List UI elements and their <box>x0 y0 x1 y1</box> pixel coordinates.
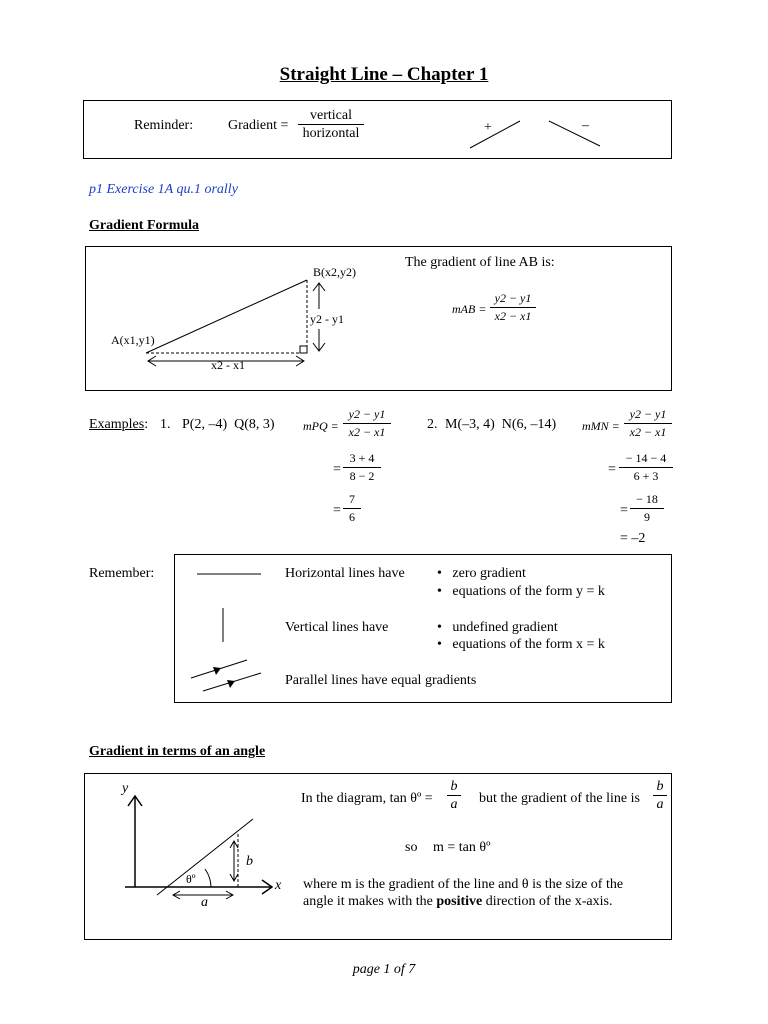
example-1-step-1-num: 3 + 4 <box>343 451 381 468</box>
where-line-2: angle it makes with the positive direction of the x-axis. <box>303 894 613 909</box>
angle-box <box>84 773 672 940</box>
example-2-step-1-num: − 14 − 4 <box>619 451 673 468</box>
formula-numerator: y2 − y1 <box>490 291 536 308</box>
a-label: a <box>201 895 208 910</box>
example-1-step-1 <box>343 451 381 484</box>
horizontal-bullet-1: • zero gradient <box>437 566 526 581</box>
example-1-step-2 <box>343 492 361 525</box>
horizontal-lines-text: Horizontal lines have <box>285 566 405 581</box>
example-2-step-1 <box>619 451 673 484</box>
gradient-fraction <box>653 779 667 812</box>
angle-section-heading: Gradient in terms of an angle <box>89 744 266 759</box>
tan-fraction-den: a <box>450 797 458 812</box>
example-2-step-2-num: − 18 <box>630 492 664 509</box>
gradient-triangle-diagram <box>86 247 673 392</box>
example-2-result: = –2 <box>620 531 646 546</box>
reminder-denominator: horizontal <box>302 126 360 141</box>
negative-sign: – <box>582 118 589 133</box>
examples-label-text: Examples <box>89 417 145 432</box>
example-2-formula-den: x2 − x1 <box>629 425 667 439</box>
example-2-step-2-den: 9 <box>644 510 650 524</box>
example-2-step-1-den: 6 + 3 <box>633 469 659 483</box>
m-ab-label: mAB = <box>452 302 487 316</box>
example-1-number: 1. <box>160 417 171 432</box>
horizontal-bullet-2: • equations of the form y = k <box>437 584 605 599</box>
gradient-fraction-den: a <box>656 797 664 812</box>
example-2-m-label: mMN = <box>582 419 620 433</box>
remember-label: Remember: <box>89 566 155 581</box>
example-2-eq-1: = <box>608 462 616 477</box>
example-1-formula-num: y2 − y1 <box>343 407 391 424</box>
example-1-points: P(2, –4) Q(8, 3) <box>182 417 275 432</box>
tan-statement: In the diagram, tan θº = <box>301 791 433 806</box>
gradient-fraction-num: b <box>653 779 667 796</box>
y-axis-label: y <box>122 781 129 796</box>
example-1-step-2-den: 6 <box>349 510 355 524</box>
example-2-number: 2. <box>427 417 438 432</box>
x-axis-label: x <box>275 878 282 893</box>
formula-denominator: x2 − x1 <box>494 309 532 323</box>
so-text: so <box>405 840 418 855</box>
parallel-lines-text: Parallel lines have equal gradients <box>285 673 477 688</box>
example-1-step-1-den: 8 − 2 <box>349 469 375 483</box>
gradient-formula-box <box>85 246 672 391</box>
m-equals-tan: m = tan θº <box>433 840 491 855</box>
where-line-1: where m is the gradient of the line and θ is the size of the <box>303 877 624 892</box>
example-1-eq-2: = <box>333 503 341 518</box>
vertical-lines-text: Vertical lines have <box>285 620 389 635</box>
vertical-bullet-1: • undefined gradient <box>437 620 558 635</box>
point-a-label: A(x1,y1) <box>111 333 155 347</box>
example-1-formula-den: x2 − x1 <box>348 425 386 439</box>
theta-label: θº <box>186 872 196 886</box>
gradient-formula-heading: Gradient Formula <box>89 218 200 233</box>
gradient-formula-fraction <box>490 291 536 324</box>
example-1-formula <box>343 407 391 440</box>
examples-label-colon: : <box>144 417 149 432</box>
example-2-formula <box>624 407 672 440</box>
reminder-box <box>83 100 672 159</box>
gradient-statement: The gradient of line AB is: <box>405 255 555 270</box>
example-2-points: M(–3, 4) N(6, –14) <box>445 417 557 432</box>
example-2-eq-2: = <box>620 503 628 518</box>
remember-box <box>174 554 672 703</box>
gradient-statement-middle: but the gradient of the line is <box>479 791 640 806</box>
example-2-formula-num: y2 − y1 <box>624 407 672 424</box>
example-1-step-2-num: 7 <box>343 492 361 509</box>
example-1-eq-1: = <box>333 462 341 477</box>
tan-fraction-num: b <box>447 779 461 796</box>
reminder-numerator: vertical <box>298 108 364 125</box>
horizontal-difference-label: x2 - x1 <box>211 358 245 372</box>
examples-label <box>89 417 148 433</box>
point-b-label: B(x2,y2) <box>313 265 356 279</box>
vertical-bullet-2: • equations of the form x = k <box>437 637 605 652</box>
exercise-note: p1 Exercise 1A qu.1 orally <box>89 182 238 197</box>
page-footer: page 1 of 7 <box>352 962 416 977</box>
gradient-label: Gradient = <box>228 118 289 133</box>
example-2-step-2 <box>630 492 664 525</box>
reminder-label: Reminder: <box>134 118 194 133</box>
tan-fraction <box>447 779 461 812</box>
example-1-m-label: mPQ = <box>303 419 339 433</box>
vertical-difference-label: y2 - y1 <box>310 312 344 326</box>
b-label: b <box>246 854 253 869</box>
page-title: Straight Line – Chapter 1 <box>279 64 489 85</box>
positive-sign: + <box>484 120 492 135</box>
